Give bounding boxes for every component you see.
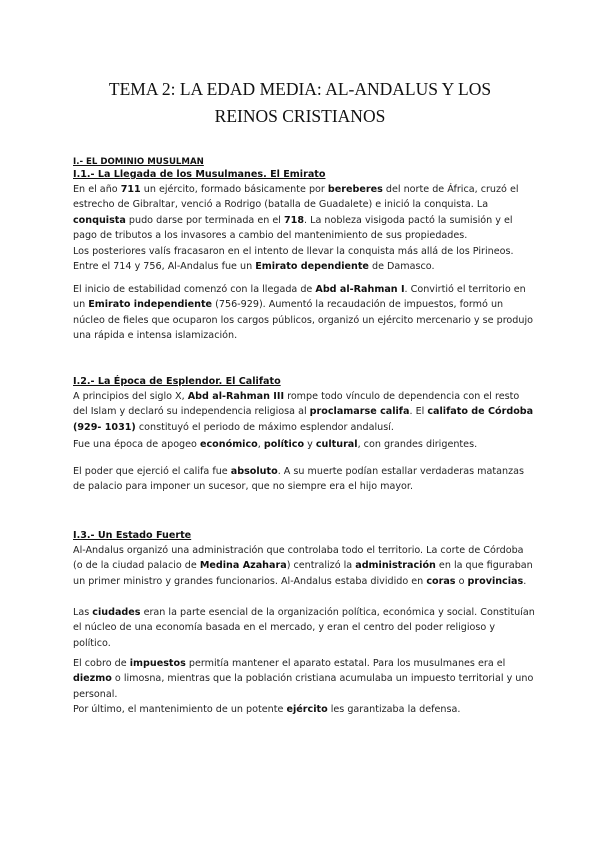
section-1-3-paragraph-1: Al-Andalus organizó una administración que controlaba todo el territorio. La corte de Córdoba (o de la ciudad palacio de Medina Azahara) centralizó la administración en la que figuraban un primer ministro y grandes funcionarios. Al-Andalus estaba dividido en coras o provincias. (73, 545, 533, 587)
section-1-3-paragraph-4: Por último, el mantenimiento de un potente ejército les garantizaba la defensa. (73, 704, 461, 716)
section-1-2-paragraph-1: A principios del siglo X, Abd al-Rahman III rompe todo vínculo de dependencia con el resto del Islam y declaró su independencia religiosa al proclamarse califa. El califato de Córdoba (929- 1031) constituyó el periodo de máximo esplendor andalusí. (73, 391, 534, 433)
section-1-1-paragraph-3: El inicio de estabilidad comenzó con la llegada de Abd al-Rahman I. Convirtió el territorio en un Emirato independiente (756-929). Aumentó la recaudación de impuestos, formó un núcleo de fieles que ocuparon los cargos públicos, organizó un ejército mercenario y se produjo una rápida e intensa islamización. (73, 284, 533, 342)
section-1-1-paragraph-2: Los posteriores valís fracasaron en el intento de llevar la conquista más allá de los Pirineos. Entre el 714 y 756, Al-Andalus fue un Emirato dependiente de Damasco. (73, 246, 514, 273)
title-line-1: TEMA 2: LA EDAD MEDIA: AL-ANDALUS Y LOS (108, 79, 492, 99)
section-1-2-heading: I.2.- La Época de Esplendor. El Califato (73, 376, 281, 387)
section-1-1-heading: I.1.- La Llegada de los Musulmanes. El Emirato (73, 169, 326, 180)
section-1-2-paragraph-2: Fue una época de apogeo económico, político y cultural, con grandes dirigentes. (73, 439, 478, 450)
title-line-2: REINOS CRISTIANOS (214, 106, 386, 126)
section-1-heading: I.- EL DOMINIO MUSULMAN (73, 157, 204, 167)
section-1-3-paragraph-3: El cobro de impuestos permitía mantener el aparato estatal. Para los musulmanes era el diezmo o limosna, mientras que la población cristiana acumulaba un impuesto territorial y uno personal. Por último, el mantenimiento de un potente ejército les garantizaba la defensa. (73, 656, 535, 718)
section-1-3-paragraph-2: Las ciudades eran la parte esencial de la organización política, económica y social. Constituían el núcleo de una economía basada en el mercado, y eran el centro del poder religioso y político. (73, 607, 535, 649)
section-1-1-paragraph-1: En el año 711 un ejército, formado básicamente por bereberes del norte de África, cruzó el estrecho de Gibraltar, venció a Rodrigo (batalla de Guadalete) e inició la conquista. La conquista pudo darse por terminada en el 718. La nobleza visigoda pactó la sumisión y el pago de tributos a los invasores a cambio del mantenimiento de sus propiedades. (73, 184, 519, 242)
section-1-3-heading: I.3.- Un Estado Fuerte (73, 530, 192, 541)
section-1-2-paragraph-3: El poder que ejerció el califa fue absoluto. A su muerte podían estallar verdaderas matanzas de palacio para imponer un sucesor, que no siempre era el hijo mayor. (73, 466, 525, 493)
page-title (40, 76, 560, 130)
